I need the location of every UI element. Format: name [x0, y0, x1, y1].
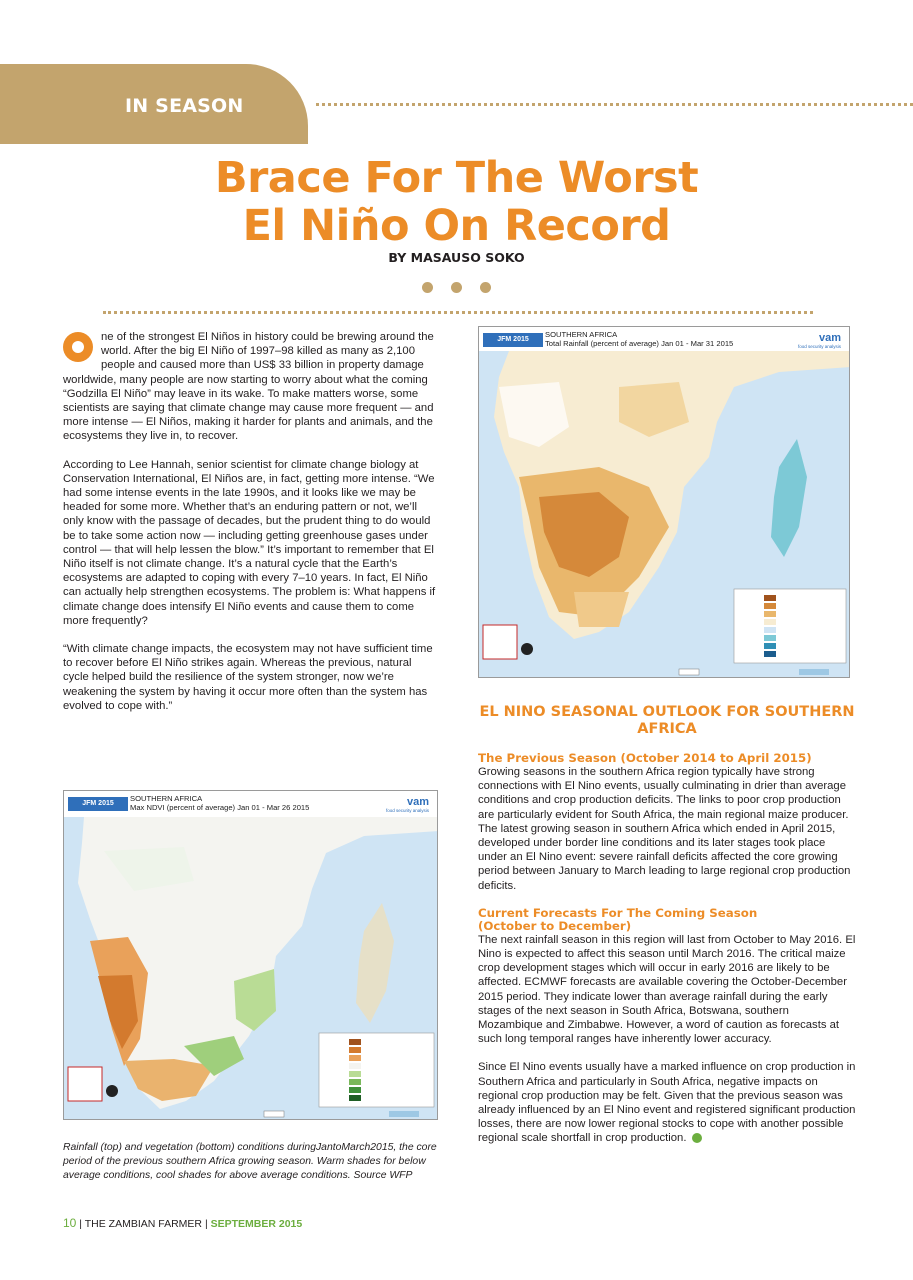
headline-line-2: El Niño On Record: [242, 201, 671, 251]
page-footer: [63, 1216, 302, 1230]
closing-paragraph: Since El Nino events usually have a marked influence on crop production in Southern Africa and particularly in South Africa, negative impacts on regional crop production may be felt. Given that the previous season was already influenced by an El Nino event and registered significant production losses, there are now lower regional stocks to cope with another possible regional scale shortfall in crop production.: [478, 1061, 856, 1145]
footer-separator-1: |: [79, 1218, 85, 1230]
vegetation-map-title: [130, 794, 309, 812]
intro-paragraph: ne of the strongest El Niños in history could be brewing around the world. After the big El Niño of 1997–98 killed as many as 2,100 people and caused more than US$ 33 billion in property damage worldwide, many people are now starting to worry about what the coming “Godzilla El Niño” may leave in its wake. To make matters worse, some scientists are saying that climate change may cause more frequent — and more intense — El Niños, making it harder for plants and animals, and the ecosystems they live in, to recover.: [63, 331, 434, 443]
wfp-vam-logo-subtitle-bottom: food security analysis: [385, 808, 429, 813]
current-forecast-heading-1: Current Forecasts For The Coming Season: [478, 905, 758, 920]
rainfall-map-region: SOUTHERN AFRICA: [545, 330, 618, 339]
vegetation-map-graphic: [64, 791, 438, 1120]
paragraph-2: According to Lee Hannah, senior scientist for climate change biology at Conservation International, El Niños are, in fact, getting more intense. “We had some intense events in the late 1990s, and it looks like we may be headed for some more. Whether that’s an enduring pattern or not, we’ll only know with the passage of decades, but the prudent thing to do would be to take some action now — including getting greenhouse gases under control — that will help lessen the blow.” It’s important to remember that El Niño itself is not climate change. It’s a natural cycle that the Earth’s ecosystems are adapted to coping with every 7–10 years. In fact, El Niño can actually help strengthen ecosystems. The problem is: What happens if climate change does intensify El Niño events and cause them to come more frequently?: [63, 458, 436, 627]
rainfall-map-tag: JFM 2015: [483, 333, 543, 347]
vegetation-map-subtitle: Max NDVI (percent of average) Jan 01 - Mar 26 2015: [130, 803, 310, 812]
map-caption: Rainfall (top) and vegetation (bottom) conditions duringJantoMarch2015, the core period of the previous southern Africa growing season. Warm shades for below average conditions, cool shades for above average conditions. Source WFP: [63, 1142, 437, 1181]
vegetation-map-region: SOUTHERN AFRICA: [130, 794, 203, 803]
wfp-vam-logo-bottom: vam: [406, 796, 429, 808]
middle-dotted-rule: [103, 311, 813, 314]
current-forecast-heading-2: (October to December): [478, 918, 632, 933]
footer-separator-2: |: [204, 1218, 211, 1230]
separator-dots: [0, 280, 913, 294]
previous-season-text: Growing seasons in the southern Africa region typically have strong connections with El Nino events, usually culminating in drier than average conditions and crop production deficits. The links to poor crop production are particularly evident for South Africa, the main regional maize producer. The latest growing season in southern Africa which ended in April 2015, developed under border line conditions and its later stages took place under an El Nino event: severe rainfall deficits affected the core growing period between January to March leading to large regional crop production deficits.: [478, 766, 851, 892]
publication-name: THE ZAMBIAN FARMER: [84, 1218, 203, 1230]
drop-cap-o-icon: [63, 332, 93, 362]
outlook-heading: EL NINO SEASONAL OUTLOOK FOR SOUTHERN AFRICA: [479, 704, 855, 737]
byline: BY MASAUSO SOKO: [388, 250, 525, 265]
headline-line-1: Brace For The Worst: [214, 153, 699, 203]
article-body: [63, 330, 438, 727]
rainfall-map-subtitle: Total Rainfall (percent of average) Jan 01 - Mar 31 2015: [545, 339, 734, 348]
top-dotted-rule: [316, 103, 913, 106]
outlook-body: [478, 752, 856, 1160]
rainfall-map-title: [545, 330, 733, 348]
wfp-vam-logo-subtitle: food security analysis: [797, 344, 841, 349]
section-tag: IN SEASON: [125, 95, 244, 117]
end-mark-icon: [692, 1133, 702, 1143]
rainfall-map-graphic: [479, 327, 850, 678]
wfp-vam-logo: vam: [818, 332, 841, 344]
paragraph-3: “With climate change impacts, the ecosystem may not have sufficient time to recover before El Niño strikes again. Whereas the previous, natural cycle helped build the resilience of the system stronger, now we’re weakening the system by having it occur more often than the system has evolved to cope with.”: [63, 643, 433, 712]
rainfall-map: [478, 326, 850, 678]
current-forecast-text: The next rainfall season in this region will last from October to May 2016. El Nino is expected to affect this season until March 2016. The critical maize crop development stages which will occur in early 2016 are likely to be affected. ECMWF forecasts are available covering the October-December 2015 period. They indicate lower than average rainfall during the early stages of the next season in South Africa, Botswana, southern Mozambique and Zimbabwe. However, a word of caution as forecasts at such long temporal ranges have inherently lower accuracy.: [478, 933, 856, 1046]
vegetation-map: [63, 790, 438, 1120]
vegetation-map-tag: JFM 2015: [68, 797, 128, 811]
page-number: 10: [63, 1216, 77, 1230]
issue-date: SEPTEMBER 2015: [210, 1218, 303, 1230]
previous-season-heading: The Previous Season (October 2014 to April 2015): [478, 751, 812, 765]
